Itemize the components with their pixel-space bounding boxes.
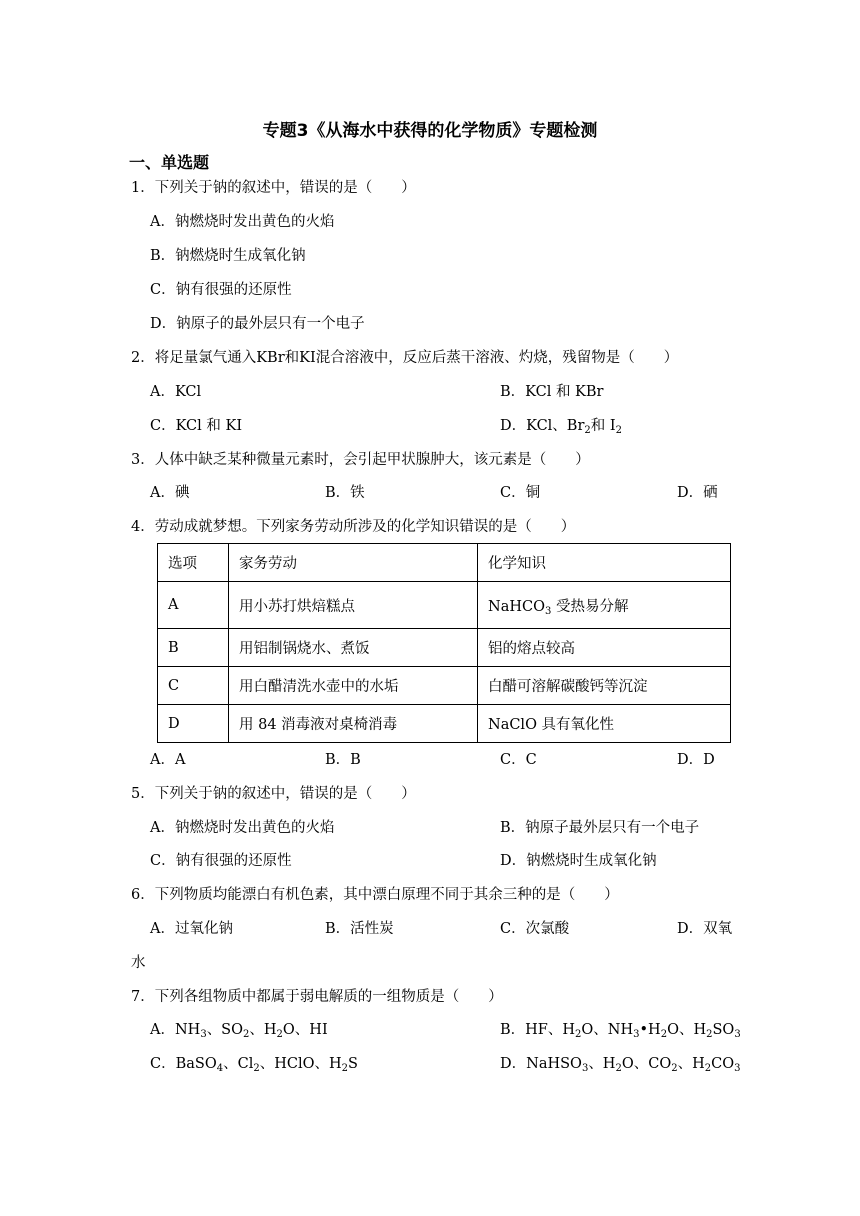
table-cell-option: C <box>158 667 229 705</box>
question-3-option-b: B．铁 <box>325 485 365 501</box>
question-5-option-d: D．钠燃烧时生成氧化钠 <box>500 853 657 869</box>
table-header-cell: 家务劳动 <box>229 544 478 582</box>
question-1-option-d: D．钠原子的最外层只有一个电子 <box>150 316 365 332</box>
question-1-stem: 1．下列关于钠的叙述中，错误的是（ ） <box>131 180 416 196</box>
table-header-cell: 化学知识 <box>478 544 731 582</box>
table-cell-labor: 用铝制锅烧水、煮饭 <box>229 629 478 667</box>
table-header-cell: 选项 <box>158 544 229 582</box>
table-row <box>158 582 731 629</box>
question-5-stem: 5．下列关于钠的叙述中，错误的是（ ） <box>131 786 416 802</box>
question-7-option-b: B．HF、$H_2O$、$NH_3•H_2O$、$H_2SO_3$ <box>500 1022 741 1040</box>
question-6-option-d-wrap: 水 <box>131 955 146 971</box>
question-5-option-b: B．钠原子最外层只有一个电子 <box>500 820 700 836</box>
table-cell-labor: 用白醋清洗水壶中的水垢 <box>229 667 478 705</box>
table-cell-knowledge: 铝的熔点较高 <box>478 629 731 667</box>
question-4-stem: 4．劳动成就梦想。下列家务劳动所涉及的化学知识错误的是（ ） <box>131 519 576 535</box>
question-4-option-b: B．B <box>325 752 361 768</box>
page-title: 专题3《从海水中获得的化学物质》专题检测 <box>262 121 598 141</box>
table-row <box>158 667 731 705</box>
question-4-option-d: D．D <box>677 752 715 768</box>
question-7-option-d: D．NaHSO$_3$、$H_2O$、$CO_2$、$H_2CO_3$ <box>500 1056 741 1074</box>
question-6-stem: 6．下列物质均能漂白有机色素，其中漂白原理不同于其余三种的是（ ） <box>131 887 619 903</box>
question-2-option-c: C．KCl 和 KI <box>150 418 243 434</box>
table-cell-option: D <box>158 705 229 743</box>
question-6-option-b: B．活性炭 <box>325 921 394 937</box>
question-7-option-a: A．$NH_3$、$SO_2$、$H_2O$、HI <box>150 1022 328 1040</box>
question-3-stem: 3．人体中缺乏某种微量元素时，会引起甲状腺肿大，该元素是（ ） <box>131 452 590 468</box>
question-2-option-d: D．KCl、$Br_2$和 $I_2$ <box>500 418 622 436</box>
table-cell-option: A <box>158 582 229 629</box>
question-2-option-b: B．KCl 和 KBr <box>500 384 604 400</box>
question-7-stem: 7．下列各组物质中都属于弱电解质的一组物质是（ ） <box>131 989 503 1005</box>
question-5-option-a: A．钠燃烧时发出黄色的火焰 <box>150 820 335 836</box>
question-6-option-c: C．次氯酸 <box>500 921 570 937</box>
question-1-option-b: B．钠燃烧时生成氧化钠 <box>150 248 306 264</box>
table-header-row <box>158 544 731 582</box>
table-cell-labor: 用 84 消毒液对桌椅消毒 <box>229 705 478 743</box>
question-4-option-a: A．A <box>150 752 186 768</box>
section-heading: 一、单选题 <box>129 153 210 172</box>
table-cell-knowledge: NaClO 具有氧化性 <box>478 705 731 743</box>
question-3-option-a: A．碘 <box>150 485 190 501</box>
table-cell-labor: 用小苏打烘焙糕点 <box>229 582 478 629</box>
table-cell-knowledge: NaHCO$_3$ 受热易分解 <box>478 582 731 629</box>
question-4-table <box>157 543 731 743</box>
question-2-option-a: A．KCl <box>150 384 202 400</box>
question-4-option-c: C．C <box>500 752 537 768</box>
question-1-option-a: A．钠燃烧时发出黄色的火焰 <box>150 214 335 230</box>
table-cell-option: B <box>158 629 229 667</box>
question-6-option-a: A．过氧化钠 <box>150 921 233 937</box>
table-row <box>158 629 731 667</box>
table-cell-knowledge: 白醋可溶解碳酸钙等沉淀 <box>478 667 731 705</box>
question-3-option-d: D．硒 <box>677 485 718 501</box>
table-row <box>158 705 731 743</box>
question-1-option-c: C．钠有很强的还原性 <box>150 282 292 298</box>
question-3-option-c: C．铜 <box>500 485 541 501</box>
question-6-option-d: D．双氧 <box>677 921 733 937</box>
question-5-option-c: C．钠有很强的还原性 <box>150 853 292 869</box>
question-7-option-c: C．BaSO$_4$、$Cl_2$、HClO、$H_2S$ <box>150 1056 358 1074</box>
question-2-stem: 2．将足量氯气通入KBr和KI混合溶液中，反应后蒸干溶液、灼烧，残留物是（ ） <box>131 350 679 366</box>
